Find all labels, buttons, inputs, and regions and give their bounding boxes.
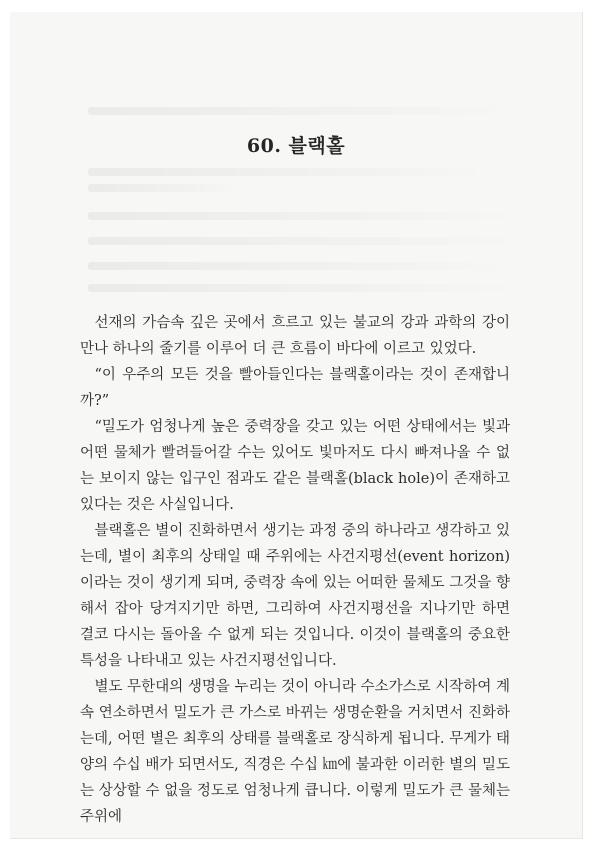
show-through-line — [88, 168, 488, 176]
book-page — [10, 12, 583, 839]
paragraph: 별도 무한대의 생명을 누리는 것이 아니라 수소가스로 시작하여 계속 연소하면서 밀도가 큰 가스로 바뀌는 생명순환을 거치면서 진화하는데, 어떤 별은 최후의 상태를 블랙홀로 장식하게 됩니다. 무게가 태양의 수십 배가 되면서도, 직경은 수십 ㎞에 불과한 이러한 별의 밀도는 상상할 수 없을 정도로 엄청나게 큽니다. 이렇게 밀도가 큰 물체는 주위에 — [80, 679, 510, 825]
quote-question: “이 우주의 모든 것을 빨아들인다는 블랙홀이라는 것이 존재합니까?” — [80, 367, 510, 409]
quote-answer: “밀도가 엄청나게 높은 중력장을 갖고 있는 어떤 상태에서는 빛과 어떤 물체가 빨려들어갈 수는 있어도 빛마저도 다시 빠져나올 수 없는 보이지 않는 입구인 점과도 같은 블랙홀(black hole)이 존재하고 있다는 것은 사실입니다. — [80, 419, 510, 513]
show-through-line — [88, 184, 238, 192]
paragraph: 선재의 가슴속 깊은 곳에서 흐르고 있는 불교의 강과 과학의 강이 만나 하나의 줄기를 이루어 더 큰 흐름이 바다에 이르고 있었다. — [80, 315, 510, 357]
chapter-title: 60. 블랙홀 — [246, 135, 346, 157]
show-through-line — [88, 262, 513, 270]
show-through-line — [88, 212, 518, 220]
show-through-line — [88, 237, 518, 245]
show-through-line — [88, 284, 518, 292]
show-through-line — [88, 107, 508, 115]
paragraph: 블랙홀은 별이 진화하면서 생기는 과정 중의 하나라고 생각하고 있는데, 별이 최후의 상태일 때 주위에는 사건지평선(event horizon)이라는 것이 생기게 되며, 중력장 속에 있는 어떠한 물체도 그것을 향해서 잡아 당겨지기만 하면, 그리하여 사건지평선을 지나기만 하면 결코 다시는 돌아올 수 없게 되는 것입니다. 이것이 블랙홀의 중요한 특성을 나타내고 있는 사건지평선입니다. — [80, 523, 510, 669]
body-text — [80, 310, 510, 830]
